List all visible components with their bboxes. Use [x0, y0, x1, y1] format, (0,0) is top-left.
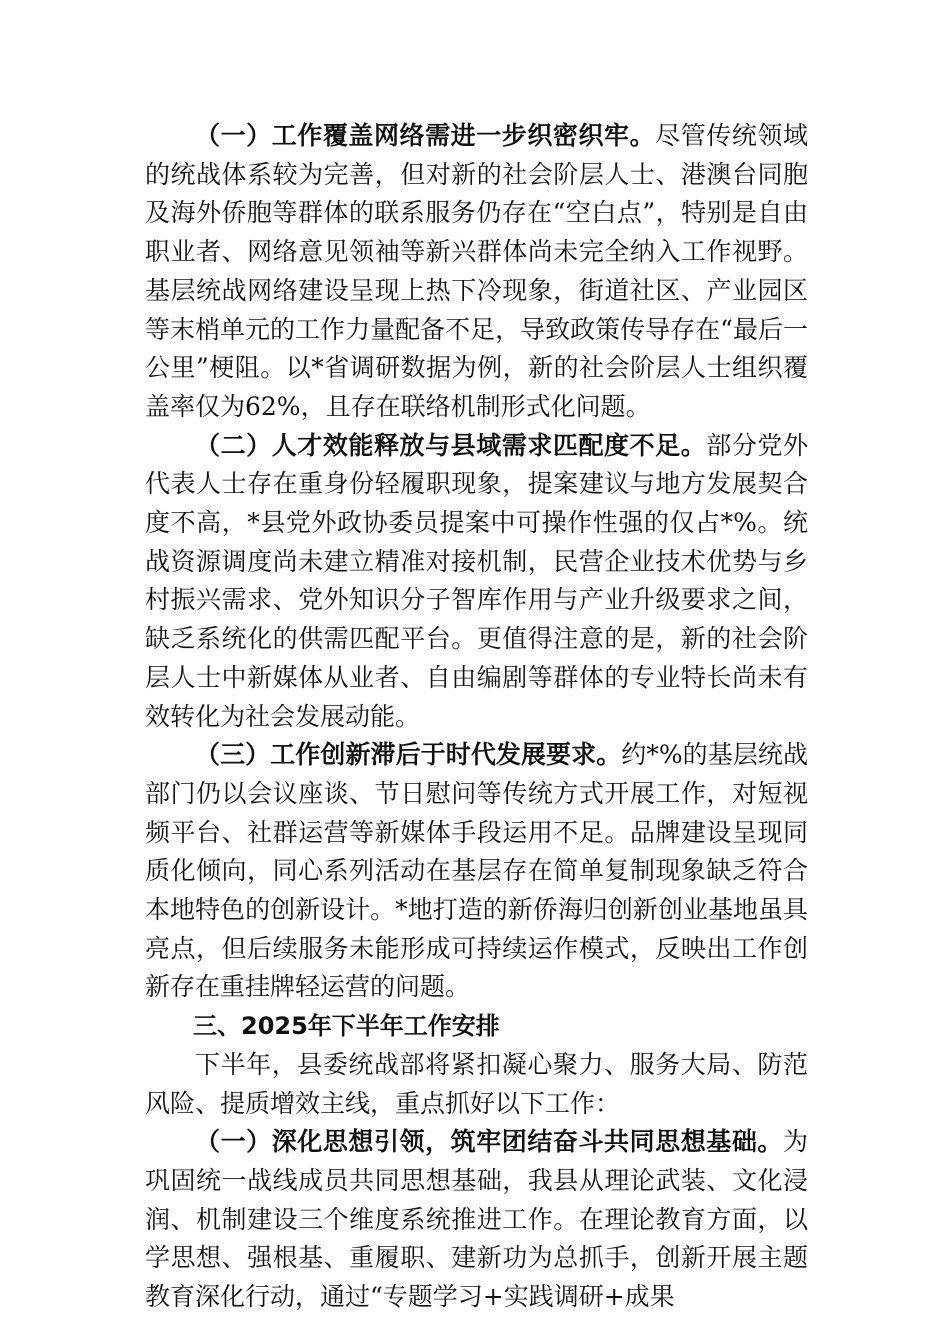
paragraph-coverage-network [145, 117, 808, 427]
subheading-coverage-network: （一）工作覆盖网络需进一步织密织牢。 [195, 121, 656, 150]
paragraph-text: 尽管传统领域的统战体系较为完善，但对新的社会阶层人士、港澳台同胞及海外侨胞等群体的联系服务仍存在“空白点”，特别是自由职业者、网络意见领袖等新兴群体尚未完全纳入工作视野。基层统战网络建设呈现上热下冷现象，街道社区、产业园区等末梢单元的工作力量配备不足，导致政策传导存在“最后一公里”梗阻。以*省调研数据为例，新的社会阶层人士组织覆盖率仅为62%，且存在联络机制形式化问题。 [145, 121, 808, 421]
paragraph-ideological-guidance [145, 1123, 808, 1317]
paragraph-text: 部分党外代表人士存在重身份轻履职现象，提案建议与地方发展契合度不高，*县党外政协委员提案中可操作性强的仅占*%。统战资源调度尚未建立精准对接机制，民营企业技术优势与乡村振兴需求、党外知识分子智库作用与产业升级要求之间，缺乏系统化的供需匹配平台。更值得注意的是，新的社会阶层人士中新媒体从业者、自由编剧等群体的专业特长尚未有效转化为社会发展动能。 [145, 430, 808, 731]
paragraph-work-innovation [145, 736, 808, 1007]
subheading-talent-efficiency: （二）人才效能释放与县域需求匹配度不足。 [195, 430, 707, 460]
paragraph-text: 下半年，县委统战部将紧扣凝心聚力、服务大局、防范风险、提质增效主线，重点抓好以下工作： [145, 1049, 808, 1118]
subheading-ideological-guidance: （一）深化思想引领，筑牢团结奋斗共同思想基础。 [195, 1127, 783, 1157]
section-heading-work-plan: 三、2025年下半年工作安排 [193, 1012, 500, 1041]
paragraph-intro-plan [145, 1046, 808, 1123]
subheading-work-innovation: （三）工作创新滞后于时代发展要求。 [195, 740, 622, 770]
paragraph-talent-efficiency [145, 427, 808, 737]
paragraph-text: 约*%的基层统战部门仍以会议座谈、节日慰问等传统方式开展工作，对短视频平台、社群运营等新媒体手段运用不足。品牌建设呈现同质化倾向，同心系列活动在基层存在简单复制现象缺乏符合本地特色的创新设计。*地打造的新侨海归创新创业基地虽具亮点，但后续服务未能形成可持续运作模式，反映出工作创新存在重挂牌轻运营的问题。 [145, 740, 808, 1002]
document-body [145, 117, 808, 1317]
paragraph-text: 为巩固统一战线成员共同思想基础，我县从理论武装、文化浸润、机制建设三个维度系统推进工作。在理论教育方面，以学思想、强根基、重履职、建新功为总抓手，创新开展主题教育深化行动，通过“专题学习+实践调研+成果 [145, 1127, 808, 1312]
